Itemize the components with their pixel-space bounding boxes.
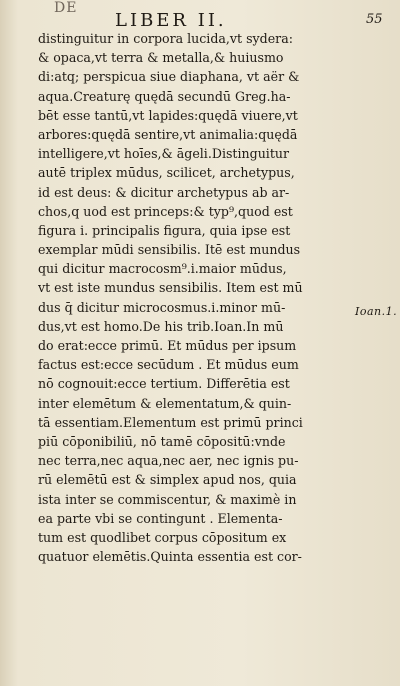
text-line: ea parte vbi se contingunt . Elementa- [38,510,283,526]
text-line: bēt esse tantū,vt lapides:quędā viuere,vt [38,107,298,123]
text-line: tā essentiam.Elementum est primū princi [38,414,303,430]
text-line: arbores:quędā sentire,vt animalia:quędā [38,126,298,142]
page-number: 55 [366,12,383,27]
text-line: distinguitur in corpora lucida,vt sydera: [38,31,293,46]
text-line: id est deus: & dicitur archetypus ab ar- [38,184,290,200]
text-line: exemplar mūdi sensibilis. Itē est mundus [38,242,301,258]
text-line: factus est:ecce secūdum . Et mūdus eum [38,357,299,373]
text-line: autē triplex mūdus, scilicet, archetypus, [38,165,295,181]
text-line: vt est iste mundus sensibilis. Item est mū [38,280,303,296]
text-line: dus q̄ dicitur microcosmus.i.minor mū- [38,299,286,315]
marginal-note: Ioan.1. [355,305,398,318]
text-line: tum est quodlibet corpus cōpositum ex [38,529,287,545]
text-line: piū cōponibiliū, nō tamē cōpositū:vnde [38,433,286,449]
text-line: & opaca,vt terra & metalla,& huiusmo [38,50,284,66]
text-line: qui dicitur macrocosm⁹.i.maior mūdus, [38,261,287,277]
previous-page-header-fragment: DE [54,0,78,12]
text-line: figura i. principalis figura, quia ipse est [38,222,291,238]
text-line: intelligere,vt hoīes,& āgeli.Distinguitur [38,146,290,162]
text-line: quatuor elemētis.Quinta essentia est cor- [38,549,302,565]
body-text [38,29,352,566]
text-line: inter elemētum & elementatum,& quin- [38,395,292,411]
text-line: di:atq; perspicua siue diaphana, vt aër & [38,69,300,85]
text-line: do erat:ecce primū. Et mūdus per ipsum [38,338,297,353]
text-line: dus,vt est homo.De his trib.Ioan.In mū [38,318,284,334]
text-line: nec terra,nec aqua,nec aer, nec ignis pu- [38,453,299,469]
text-line: ista inter se commiscentur, & maximè in [38,491,297,507]
text-line: nō cognouit:ecce tertium. Differētia est [38,376,290,392]
text-line: rū elemētū est & simplex apud nos, quia [38,472,297,488]
running-head: LIBER II. [115,10,227,31]
text-line: aqua.Creaturę quędā secundū Greg.ha- [38,88,291,104]
text-line: chos,q uod est princeps:& typ⁹,quod est [38,203,293,219]
